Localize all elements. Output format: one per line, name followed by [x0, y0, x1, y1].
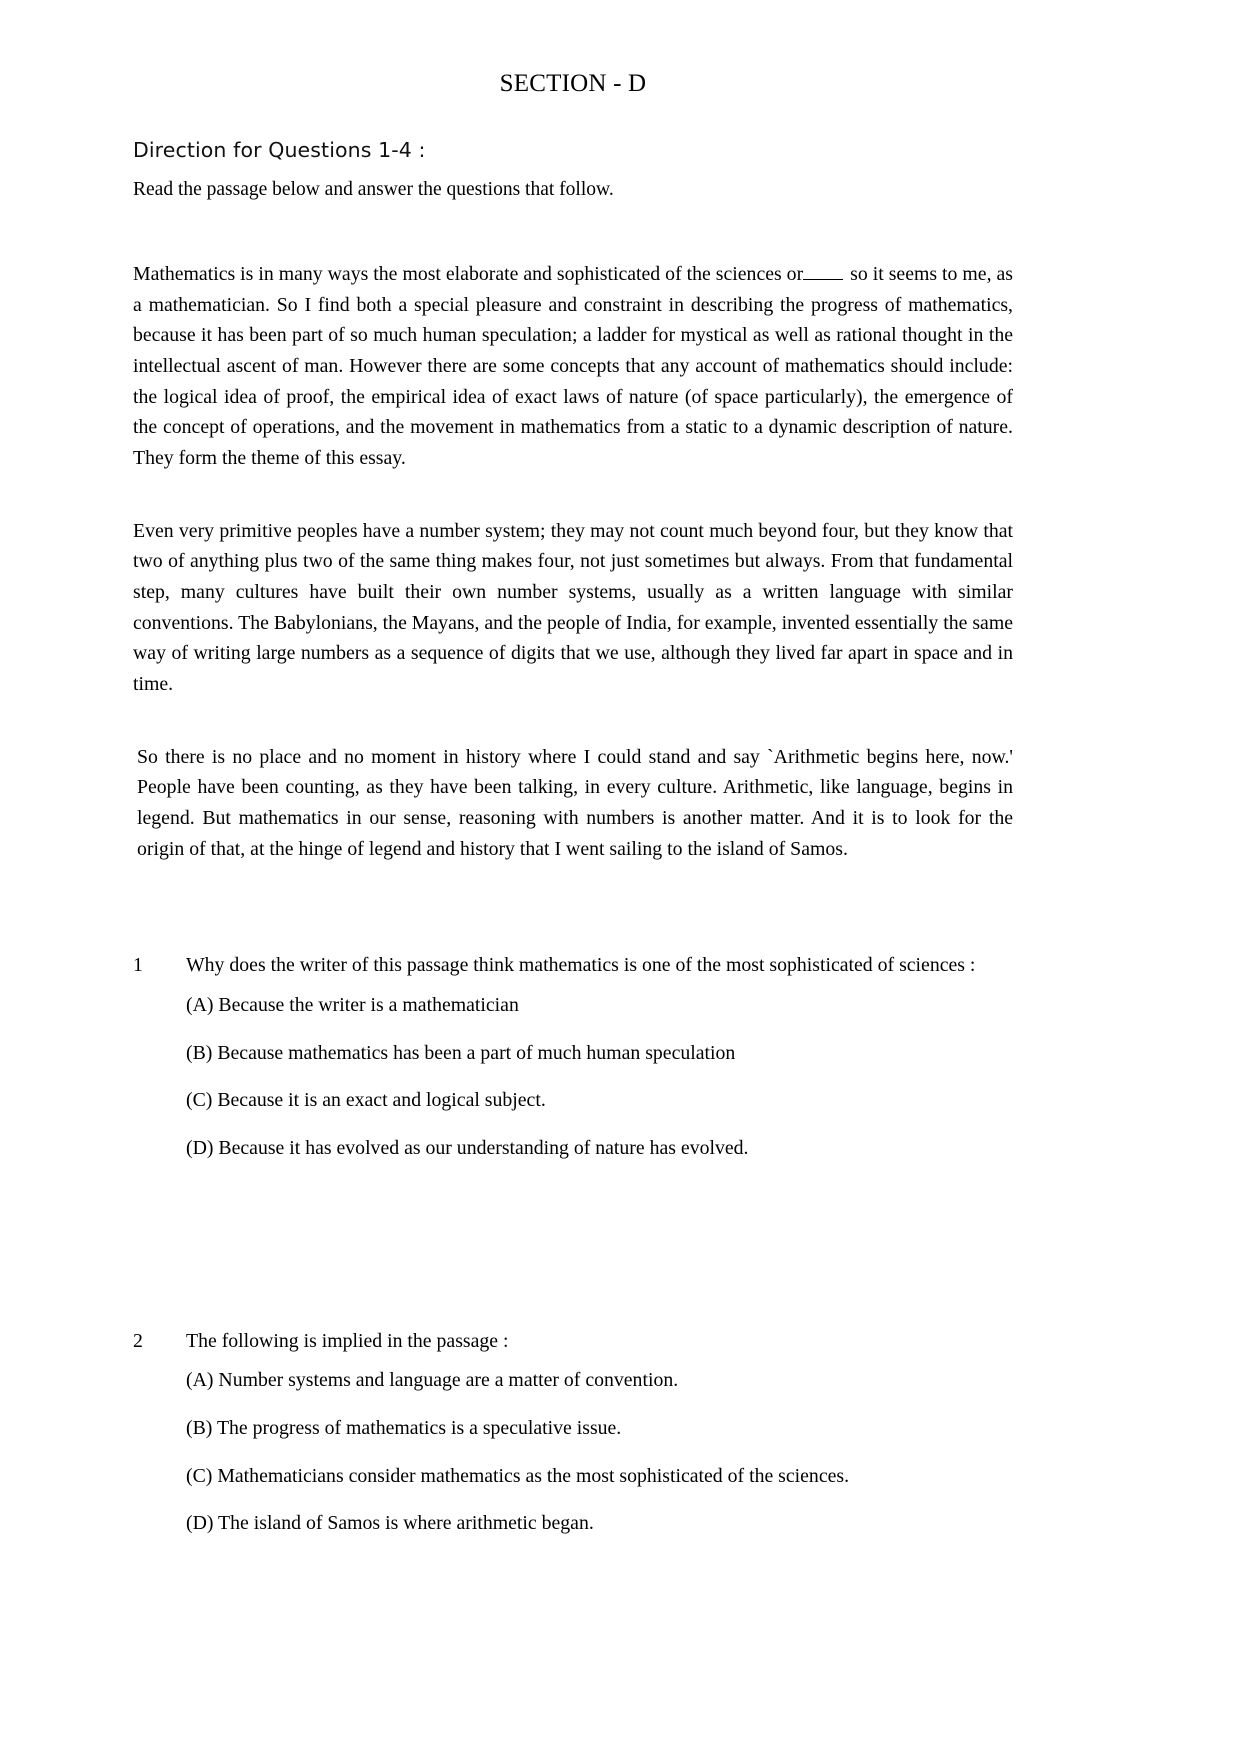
- page-content: [133, 0, 1013, 1556]
- question-item-2: [133, 1326, 1013, 1556]
- option-1-d[interactable]: (D) Because it has evolved as our understanding of nature has evolved.: [186, 1137, 749, 1160]
- option-2-b[interactable]: (B) The progress of mathematics is a speculative issue.: [186, 1417, 622, 1440]
- option-1-c[interactable]: (C) Because it is an exact and logical subject.: [186, 1089, 546, 1112]
- options-list-2: [186, 1365, 1013, 1539]
- passage-paragraph-1-part-b: so it seems to me, as a mathematician. So I find both a special pleasure and constraint in describing the progress of mathematics, because it has been part of so much human speculation; a ladder for mystical as well as rational thought in the intellectual ascent of man. However there are some concepts that any account of mathematics should include: the logical idea of proof, the empirical idea of exact laws of nature (of space particularly), the emergence of the concept of operations, and the movement in mathematics from a static to a dynamic description of nature. They form the theme of this essay.: [133, 263, 1013, 470]
- direction-heading: Direction for Questions 1-4 :: [133, 138, 426, 162]
- passage-paragraph-1: [133, 259, 1013, 474]
- option-2-d[interactable]: (D) The island of Samos is where arithmetic began.: [186, 1512, 594, 1535]
- question-item-1: [133, 950, 1013, 1180]
- passage-paragraph-1-part-a: Mathematics is in many ways the most elaborate and sophisticated of the sciences or: [133, 263, 804, 285]
- fill-in-blank: [803, 262, 843, 280]
- question-number-1: 1: [133, 954, 143, 977]
- option-1-a[interactable]: (A) Because the writer is a mathematician: [186, 994, 519, 1017]
- option-2-a[interactable]: (A) Number systems and language are a matter of convention.: [186, 1369, 679, 1392]
- passage-paragraph-3: So there is no place and no moment in history where I could stand and say `Arithmetic begins here, now.' People have been counting, as they have been talking, in every culture. Arithmetic, like language, begins in legend. But mathematics in our sense, reasoning with numbers is another matter. And it is to look for the origin of that, at the hinge of legend and history that I went sailing to the island of Samos.: [137, 745, 1013, 860]
- question-text-1: Why does the writer of this passage think mathematics is one of the most sophisticated of sciences :: [186, 954, 976, 977]
- page-title: SECTION - D: [499, 70, 647, 97]
- options-list-1: [186, 990, 1013, 1164]
- questions-list: [133, 950, 1013, 1556]
- question-number-2: 2: [133, 1329, 143, 1352]
- question-body-2: [186, 1326, 1013, 1556]
- direction-subtext: Read the passage below and answer the questions that follow.: [133, 179, 614, 200]
- option-2-c[interactable]: (C) Mathematicians consider mathematics as the most sophisticated of the sciences.: [186, 1464, 850, 1487]
- option-1-b[interactable]: (B) Because mathematics has been a part of much human speculation: [186, 1041, 736, 1064]
- passage-paragraph-2: Even very primitive peoples have a number system; they may not count much beyond four, but they know that two of anything plus two of the same thing makes four, not just sometimes but always. From that fundamental step, many cultures have built their own number systems, usually as a written language with similar conventions. The Babylonians, the Mayans, and the people of India, for example, invented essentially the same way of writing large numbers as a sequence of digits that we use, although they lived far apart in space and in time.: [133, 519, 1013, 696]
- question-body-1: [186, 950, 1013, 1180]
- question-text-2: The following is implied in the passage :: [186, 1329, 509, 1352]
